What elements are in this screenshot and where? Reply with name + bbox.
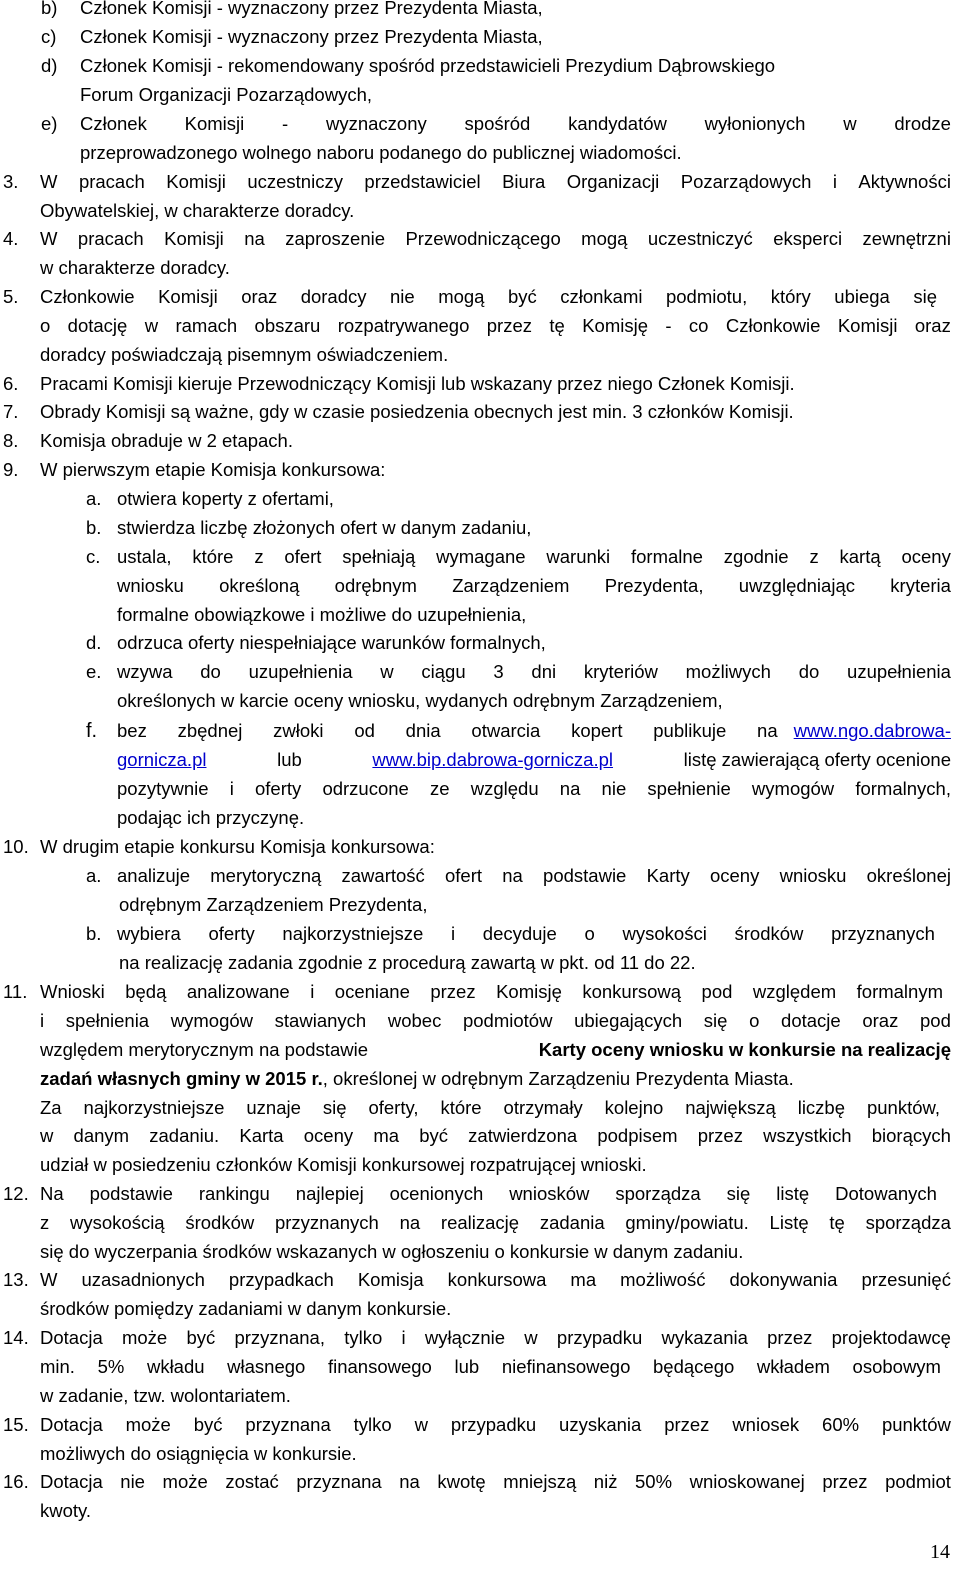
item-text: Członek Komisji - wyznaczony przez Prezydenta Miasta, — [80, 26, 543, 47]
paragraph-text: doradcy poświadczają pisemnym oświadczeniem. — [40, 344, 449, 365]
paragraph-number: 7. — [3, 401, 19, 422]
item-label: b. — [86, 923, 102, 944]
item-label: d. — [86, 632, 102, 653]
item-text: ustala, które z ofert spełniają wymagane warunki formalne zgodnie z kartą oceny — [117, 546, 951, 567]
paragraph-text: min. 5% wkładu własnego finansowego lub niefinansowego będącego wkładem osobowym — [40, 1356, 941, 1377]
paragraph-text: W pierwszym etapie Komisja konkursowa: — [40, 459, 386, 480]
card-title-bold: Karty oceny wniosku w konkursie na realizację — [538, 1039, 951, 1060]
paragraph-number: 12. — [3, 1183, 29, 1204]
publish-line-2 — [117, 746, 951, 775]
item-text: Członek Komisji - rekomendowany spośród przedstawicieli Prezydium Dąbrowskiego — [80, 55, 776, 76]
paragraph-text: , określonej w odrębnym Zarządzeniu Prezydenta Miasta. — [322, 1068, 794, 1089]
item-text: przeprowadzonego wolnego naboru podanego do publicznej wiadomości. — [80, 142, 682, 163]
paragraph-text: Dotacja nie może zostać przyznana na kwotę mniejszą niż 50% wnioskowanej przez podmiot — [40, 1471, 951, 1492]
paragraph-text: względem merytorycznym na podstawie — [40, 1039, 368, 1060]
item-label: e. — [86, 661, 102, 682]
item-label: a. — [86, 865, 102, 886]
paragraph-text: z wysokością środków przyznanych na realizację zadania gminy/powiatu. Listę tę sporządza — [40, 1212, 951, 1233]
item-label: f. — [86, 720, 98, 742]
item-text: stwierdza liczbę złożonych ofert w danym zadaniu, — [117, 517, 532, 538]
item-text: określonych w karcie oceny wniosku, wydanych odrębnym Zarządzeniem, — [117, 690, 723, 711]
bip-link[interactable]: www.bip.dabrowa-gornicza.pl — [372, 749, 614, 770]
paragraph-text: Wnioski będą analizowane i oceniane przez Komisję konkursową pod względem formalnym — [40, 981, 943, 1002]
paragraph-text: Dotacja może być przyznana tylko w przypadku uzyskania przez wniosek 60% punktów — [40, 1414, 951, 1435]
item-text: formalne obowiązkowe i możliwe do uzupełnienia, — [117, 604, 527, 625]
ngo-link-continued[interactable]: gornicza.pl — [117, 749, 207, 770]
item-text: lub — [277, 749, 302, 770]
item-text: bez zbędnej zwłoki od dnia otwarcia kopert publikuje na — [117, 720, 778, 741]
paragraph-number: 15. — [3, 1414, 29, 1435]
paragraph-text: środków pomiędzy zadaniami w danym konkursie. — [40, 1298, 452, 1319]
paragraph-text: o dotację w ramach obszaru rozpatrywanego przez tę Komisję - co Członkowie Komisji oraz — [40, 315, 951, 336]
paragraph-text: Pracami Komisji kieruje Przewodniczący Komisji lub wskazany przez niego Członek Komisji. — [40, 373, 795, 394]
item-text: wniosku określoną odrębnym Zarządzeniem Prezydenta, uwzględniając kryteria — [117, 575, 951, 596]
paragraph-text: Obywatelskiej, w charakterze doradcy. — [40, 200, 355, 221]
paragraph-text: kwoty. — [40, 1500, 92, 1521]
paragraph-number: 16. — [3, 1471, 29, 1492]
paragraph-text: możliwych do osiągnięcia w konkursie. — [40, 1443, 357, 1464]
paragraph-text: w zadanie, tzw. wolontariatem. — [40, 1385, 291, 1406]
paragraph-text: Dotacja może być przyznana, tylko i wyłącznie w przypadku wykazania przez projektodawcę — [40, 1327, 951, 1348]
item-text: pozytywnie i oferty odrzucone ze względu na nie spełnienie wymogów formalnych, — [117, 778, 951, 799]
publish-line — [117, 717, 951, 746]
item-text: na realizację zadania zgodnie z procedurą zawartą w pkt. od 11 do 22. — [119, 952, 696, 973]
item-label: e) — [41, 113, 58, 134]
item-text: odrzuca oferty niespełniające warunków formalnych, — [117, 632, 546, 653]
paragraph-text: i spełnienia wymogów stawianych wobec podmiotów ubiegających się o dotacje oraz pod — [40, 1010, 951, 1031]
paragraph-text: W pracach Komisji uczestniczy przedstawiciel Biura Organizacji Pozarządowych i Aktywności — [40, 171, 951, 192]
paragraph-text: Członkowie Komisji oraz doradcy nie mogą być członkami podmiotu, który ubiega się — [40, 286, 937, 307]
ngo-link[interactable]: www.ngo.dabrowa- — [793, 720, 951, 741]
paragraph-number: 9. — [3, 459, 19, 480]
item-text: Forum Organizacji Pozarządowych, — [80, 84, 372, 105]
item-text: otwiera koperty z ofertami, — [117, 488, 334, 509]
item-label: c) — [41, 26, 57, 47]
item-text: listę zawierającą oferty ocenione — [683, 749, 951, 770]
paragraph-text: W uzasadnionych przypadkach Komisja konkursowa ma możliwość dokonywania przesunięć — [40, 1269, 951, 1290]
item-text: wybiera oferty najkorzystniejsze i decyduje o wysokości środków przyznanych — [117, 923, 935, 944]
paragraph-number: 14. — [3, 1327, 29, 1348]
paragraph-number: 8. — [3, 430, 19, 451]
paragraph-line — [40, 1065, 951, 1094]
paragraph-text: w danym zadaniu. Karta oceny ma być zatwierdzona podpisem przez wszystkich biorących — [40, 1125, 951, 1146]
paragraph-text: Komisja obraduje w 2 etapach. — [40, 430, 293, 451]
paragraph-number: 6. — [3, 373, 19, 394]
paragraph-text: udział w posiedzeniu członków Komisji konkursowej rozpatrującej wnioski. — [40, 1154, 647, 1175]
item-label: b) — [41, 0, 58, 18]
item-label: d) — [41, 55, 58, 76]
paragraph-number: 11. — [3, 981, 28, 1002]
paragraph-number: 13. — [3, 1269, 29, 1290]
paragraph-number: 10. — [3, 836, 29, 857]
item-label: a. — [86, 488, 102, 509]
item-text: analizuje merytoryczną zawartość ofert na podstawie Karty oceny wniosku określonej — [117, 865, 951, 886]
page-number: 14 — [930, 1541, 950, 1563]
paragraph-number: 4. — [3, 228, 19, 249]
item-text: odrębnym Zarządzeniem Prezydenta, — [119, 894, 428, 915]
paragraph-number: 3. — [3, 171, 19, 192]
paragraph-text: w charakterze doradcy. — [40, 257, 230, 278]
paragraph-line — [40, 1036, 951, 1065]
paragraph-text: Za najkorzystniejsze uznaje się oferty, które otrzymały kolejno największą liczbę punktów, — [40, 1097, 940, 1118]
item-text: Członek Komisji - wyznaczony przez Prezydenta Miasta, — [80, 0, 543, 18]
item-label: b. — [86, 517, 102, 538]
paragraph-text: Na podstawie rankingu najlepiej ocenionych wniosków sporządza się listę Dotowanych — [40, 1183, 937, 1204]
item-text: Członek Komisji - wyznaczony spośród kandydatów wyłonionych w drodze — [80, 113, 951, 134]
item-label: c. — [86, 546, 101, 567]
item-text: podając ich przyczynę. — [117, 807, 305, 828]
paragraph-number: 5. — [3, 286, 19, 307]
paragraph-text: W pracach Komisji na zaproszenie Przewodniczącego mogą uczestniczyć eksperci zewnętrzni — [40, 228, 951, 249]
paragraph-text: Obrady Komisji są ważne, gdy w czasie posiedzenia obecnych jest min. 3 członków Komisji. — [40, 401, 794, 422]
card-title-bold: zadań własnych gminy w 2015 r. — [40, 1068, 323, 1089]
item-text: wzywa do uzupełnienia w ciągu 3 dni kryteriów możliwych do uzupełnienia — [117, 661, 951, 682]
paragraph-text: W drugim etapie konkursu Komisja konkursowa: — [40, 836, 435, 857]
paragraph-text: się do wyczerpania środków wskazanych w ogłoszeniu o konkursie w danym zadaniu. — [40, 1241, 744, 1262]
